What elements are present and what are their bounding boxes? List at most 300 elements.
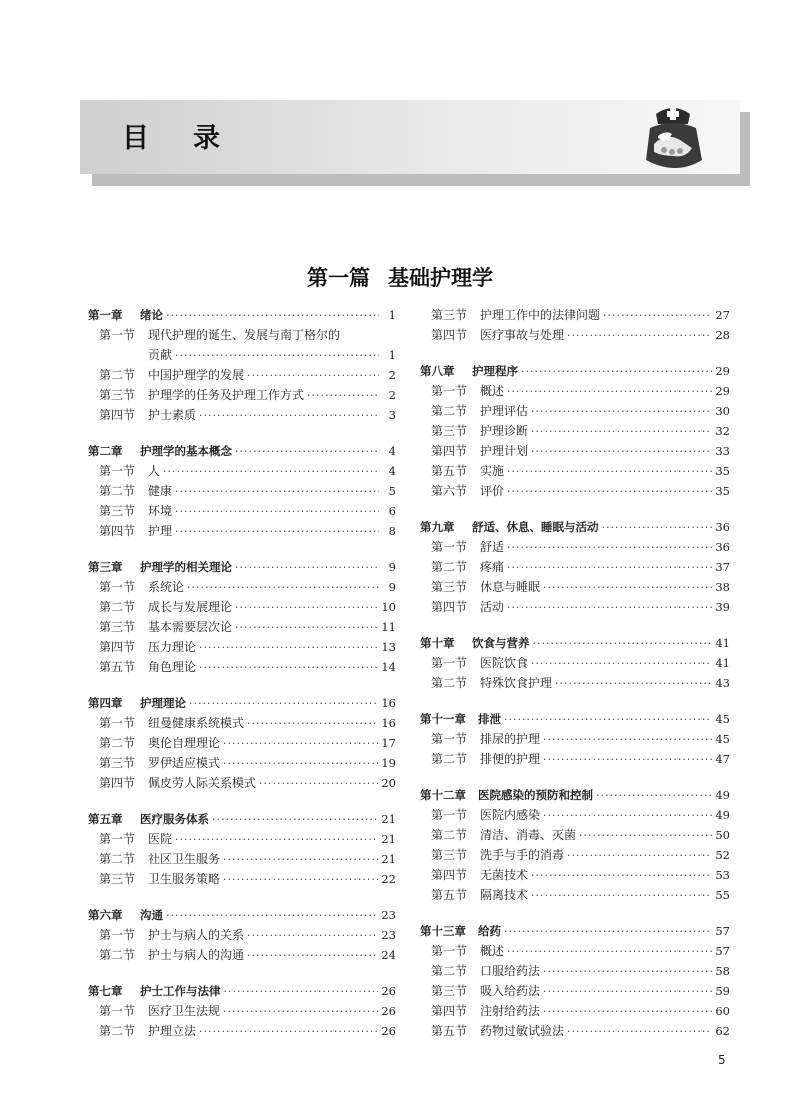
toc-section-entry[interactable] bbox=[88, 1001, 396, 1021]
toc-entry-number: 第五节 bbox=[431, 464, 468, 478]
toc-entry-title: 护理学的基本概念 bbox=[140, 444, 232, 458]
toc-entry-page: 3 bbox=[388, 408, 396, 422]
toc-entry-title: 医院感染的预防和控制 bbox=[478, 788, 593, 802]
toc-entry-title: 评价 bbox=[480, 484, 505, 498]
toc-entry-title: 中国护理学的发展 bbox=[148, 368, 245, 382]
toc-entry-page: 19 bbox=[381, 756, 396, 770]
toc-section-entry[interactable] bbox=[420, 381, 730, 401]
toc-dot-leader bbox=[175, 830, 378, 850]
toc-section-entry[interactable] bbox=[420, 749, 730, 769]
toc-dot-leader bbox=[579, 826, 712, 846]
toc-section-entry[interactable] bbox=[88, 925, 396, 945]
toc-entry-number: 第二节 bbox=[99, 600, 136, 614]
toc-dot-leader bbox=[567, 1022, 712, 1042]
toc-entry-number: 第二节 bbox=[99, 736, 136, 750]
toc-dot-leader bbox=[247, 926, 378, 946]
toc-entry-page: 38 bbox=[715, 580, 730, 594]
toc-entry-page: 20 bbox=[381, 776, 396, 790]
toc-entry-page: 5 bbox=[388, 484, 396, 498]
toc-section-entry[interactable] bbox=[420, 845, 730, 865]
toc-dot-leader bbox=[603, 306, 712, 326]
toc-entry-number: 第四节 bbox=[431, 1004, 468, 1018]
toc-dot-leader bbox=[199, 406, 379, 426]
toc-section-entry[interactable] bbox=[88, 1021, 396, 1041]
toc-section-entry[interactable] bbox=[420, 653, 730, 673]
toc-entry-title: 医院 bbox=[148, 832, 173, 846]
toc-entry-page: 23 bbox=[381, 928, 396, 942]
toc-entry-title: 健康 bbox=[148, 484, 173, 498]
toc-entry-title: 饮食与营养 bbox=[472, 636, 530, 650]
toc-entry-title: 吸入给药法 bbox=[480, 984, 541, 998]
toc-entry-number: 第一节 bbox=[99, 464, 136, 478]
toc-entry-number: 第二节 bbox=[431, 752, 468, 766]
toc-dot-leader bbox=[223, 870, 378, 890]
toc-entry-title: 给药 bbox=[478, 924, 501, 938]
toc-entry-title: 护理理论 bbox=[140, 696, 186, 710]
toc-section-entry[interactable] bbox=[88, 945, 396, 965]
toc-entry-number: 第四节 bbox=[99, 408, 136, 422]
toc-section-entry[interactable] bbox=[88, 501, 396, 521]
toc-dot-leader bbox=[235, 558, 379, 578]
toc-entry-page: 53 bbox=[715, 868, 730, 882]
toc-entry-title: 医疗卫生法规 bbox=[148, 1004, 221, 1018]
toc-gap bbox=[420, 693, 730, 709]
nurse-handshake-icon bbox=[636, 104, 710, 174]
toc-section-entry[interactable] bbox=[420, 461, 730, 481]
toc-entry-number: 第三节 bbox=[431, 424, 468, 438]
toc-entry-page: 2 bbox=[388, 368, 396, 382]
toc-entry-number: 第十章 bbox=[420, 636, 455, 650]
toc-entry-number: 第一章 bbox=[88, 308, 123, 322]
toc-entry-page: 27 bbox=[715, 308, 730, 322]
toc-entry-title: 社区卫生服务 bbox=[148, 852, 221, 866]
toc-entry-page: 58 bbox=[715, 964, 730, 978]
toc-entry-title: 压力理论 bbox=[148, 640, 197, 654]
toc-dot-leader bbox=[531, 886, 712, 906]
toc-chapter-entry[interactable] bbox=[88, 981, 396, 1001]
toc-dot-leader bbox=[596, 786, 712, 806]
toc-entry-number: 第三节 bbox=[431, 848, 468, 862]
toc-entry-number: 第七章 bbox=[88, 984, 123, 998]
toc-gap bbox=[88, 793, 396, 809]
toc-section-entry[interactable] bbox=[420, 537, 730, 557]
toc-entry-number: 第六章 bbox=[88, 908, 123, 922]
toc-entry-number: 第二节 bbox=[431, 404, 468, 418]
toc-entry-title: 排尿的护理 bbox=[480, 732, 541, 746]
toc-section-entry[interactable] bbox=[420, 865, 730, 885]
toc-section-entry[interactable] bbox=[420, 401, 730, 421]
toc-dot-leader bbox=[235, 442, 379, 462]
toc-entry-number: 第三节 bbox=[431, 984, 468, 998]
toc-entry-title: 排便的护理 bbox=[480, 752, 541, 766]
toc-entry-title: 护理评估 bbox=[480, 404, 529, 418]
toc-entry-title: 药物过敏试验法 bbox=[480, 1024, 565, 1038]
toc-entry-title: 护理学的任务及护理工作方式 bbox=[148, 388, 305, 402]
part-label: 第一篇 bbox=[307, 265, 370, 290]
toc-chapter-entry[interactable] bbox=[88, 557, 396, 577]
toc-entry-number: 第五节 bbox=[99, 660, 136, 674]
toc-dot-leader bbox=[175, 502, 379, 522]
toc-section-entry[interactable] bbox=[88, 733, 396, 753]
toc-chapter-entry[interactable] bbox=[88, 809, 396, 829]
toc-dot-leader bbox=[507, 942, 712, 962]
toc-entry-title: 医疗事故与处理 bbox=[480, 328, 565, 342]
toc-entry-title: 护理立法 bbox=[148, 1024, 197, 1038]
toc-gap bbox=[88, 889, 396, 905]
toc-dot-leader bbox=[223, 754, 378, 774]
toc-entry-title: 罗伊适应模式 bbox=[148, 756, 221, 770]
toc-entry-title: 贡献 bbox=[148, 348, 173, 362]
toc-gap bbox=[420, 501, 730, 517]
toc-entry-page: 30 bbox=[715, 404, 730, 418]
toc-entry-title: 医院内感染 bbox=[480, 808, 541, 822]
toc-dot-leader bbox=[247, 714, 378, 734]
toc-entry-page: 36 bbox=[715, 540, 730, 554]
toc-entry-page: 41 bbox=[715, 636, 730, 650]
toc-section-entry[interactable] bbox=[88, 773, 396, 793]
toc-dot-leader bbox=[199, 638, 378, 658]
toc-entry-title: 概述 bbox=[480, 944, 505, 958]
toc-entry-page: 52 bbox=[715, 848, 730, 862]
toc-entry-number: 第一节 bbox=[99, 716, 136, 730]
toc-section-entry[interactable] bbox=[88, 637, 396, 657]
toc-entry-title: 护士工作与法律 bbox=[140, 984, 221, 998]
toc-dot-leader bbox=[567, 326, 712, 346]
toc-entry-page: 41 bbox=[715, 656, 730, 670]
toc-section-entry[interactable] bbox=[420, 805, 730, 825]
toc-entry-number: 第二节 bbox=[99, 948, 136, 962]
toc-dot-leader bbox=[531, 422, 712, 442]
toc-entry-title: 护理工作中的法律问题 bbox=[480, 308, 601, 322]
toc-entry-number: 第五节 bbox=[431, 1024, 468, 1038]
toc-section-entry[interactable] bbox=[88, 617, 396, 637]
toc-dot-leader bbox=[247, 366, 379, 386]
toc-entry-number: 第一节 bbox=[431, 540, 468, 554]
toc-entry-page: 24 bbox=[381, 948, 396, 962]
toc-entry-number: 第十一章 bbox=[420, 712, 466, 726]
toc-gap bbox=[88, 677, 396, 693]
toc-entry-number: 第二节 bbox=[99, 1024, 136, 1038]
toc-section-entry[interactable] bbox=[88, 657, 396, 677]
toc-entry-page: 49 bbox=[715, 808, 730, 822]
toc-entry-title: 舒适 bbox=[480, 540, 505, 554]
toc-dot-leader bbox=[543, 1002, 712, 1022]
toc-entry-page: 43 bbox=[715, 676, 730, 690]
toc-entry-title: 排泄 bbox=[478, 712, 501, 726]
toc-entry-number: 第一节 bbox=[99, 1004, 136, 1018]
toc-entry-title: 人 bbox=[148, 464, 161, 478]
toc-dot-leader bbox=[166, 306, 379, 326]
toc-dot-leader bbox=[531, 442, 712, 462]
toc-chapter-entry[interactable] bbox=[420, 361, 730, 381]
toc-entry-page: 37 bbox=[715, 560, 730, 574]
toc-gap bbox=[88, 541, 396, 557]
toc-chapter-entry[interactable] bbox=[420, 633, 730, 653]
toc-chapter-entry[interactable] bbox=[420, 921, 730, 941]
toc-entry-number: 第四节 bbox=[99, 776, 136, 790]
toc-chapter-entry[interactable] bbox=[420, 517, 730, 537]
toc-section-entry[interactable] bbox=[420, 1001, 730, 1021]
toc-section-entry[interactable] bbox=[420, 673, 730, 693]
toc-entry-page: 10 bbox=[381, 600, 396, 614]
toc-dot-leader bbox=[543, 578, 712, 598]
toc-entry-title: 环境 bbox=[148, 504, 173, 518]
toc-entry-page: 21 bbox=[381, 812, 396, 826]
toc-entry-title: 护士素质 bbox=[148, 408, 197, 422]
toc-section-entry[interactable] bbox=[88, 325, 396, 345]
toc-entry-number: 第一节 bbox=[99, 832, 136, 846]
toc-section-entry[interactable] bbox=[420, 481, 730, 501]
toc-entry-number: 第二章 bbox=[88, 444, 123, 458]
toc-entry-title: 奥伦自理理论 bbox=[148, 736, 221, 750]
toc-entry-title: 舒适、休息、睡眠与活动 bbox=[472, 520, 599, 534]
toc-entry-number: 第五节 bbox=[431, 888, 468, 902]
toc-entry-page: 47 bbox=[715, 752, 730, 766]
toc-entry-title: 护理诊断 bbox=[480, 424, 529, 438]
toc-entry-page: 55 bbox=[715, 888, 730, 902]
toc-entry-number: 第三节 bbox=[431, 580, 468, 594]
toc-entry-page: 16 bbox=[381, 696, 396, 710]
toc-section-entry[interactable] bbox=[420, 941, 730, 961]
toc-dot-leader bbox=[521, 362, 712, 382]
toc-entry-number: 第八章 bbox=[420, 364, 455, 378]
toc-entry-page: 11 bbox=[381, 620, 396, 634]
toc-entry-number: 第三节 bbox=[99, 504, 136, 518]
toc-entry-page: 36 bbox=[715, 520, 730, 534]
toc-entry-title: 系统论 bbox=[148, 580, 185, 594]
toc-entry-title: 护理程序 bbox=[472, 364, 518, 378]
toc-section-entry[interactable] bbox=[88, 405, 396, 425]
toc-dot-leader bbox=[507, 382, 712, 402]
toc-entry-page: 57 bbox=[715, 944, 730, 958]
toc-entry-page: 26 bbox=[381, 1004, 396, 1018]
toc-dot-leader bbox=[175, 522, 379, 542]
toc-dot-leader bbox=[175, 482, 379, 502]
toc-section-entry[interactable] bbox=[88, 365, 396, 385]
toc-dot-leader bbox=[259, 774, 378, 794]
toc-entry-title: 隔离技术 bbox=[480, 888, 529, 902]
toc-dot-leader bbox=[212, 810, 378, 830]
toc-left-column bbox=[88, 305, 396, 1041]
toc-entry-number: 第三章 bbox=[88, 560, 123, 574]
toc-entry-number: 第一节 bbox=[431, 656, 468, 670]
toc-entry-number: 第四节 bbox=[431, 444, 468, 458]
toc-entry-title: 口服给药法 bbox=[480, 964, 541, 978]
toc-entry-number: 第四节 bbox=[431, 600, 468, 614]
toc-dot-leader bbox=[223, 734, 378, 754]
toc-entry-number: 第五章 bbox=[88, 812, 123, 826]
toc-entry-page: 9 bbox=[388, 580, 396, 594]
toc-entry-number: 第一节 bbox=[431, 808, 468, 822]
toc-entry-page: 14 bbox=[381, 660, 396, 674]
page-number: 5 bbox=[718, 1053, 726, 1067]
toc-entry-page: 9 bbox=[388, 560, 396, 574]
toc-entry-page: 26 bbox=[381, 1024, 396, 1038]
toc-entry-page: 49 bbox=[715, 788, 730, 802]
toc-entry-number: 第一节 bbox=[99, 328, 136, 342]
toc-entry-title: 基本需要层次论 bbox=[148, 620, 233, 634]
toc-entry-page: 28 bbox=[715, 328, 730, 342]
toc-entry-number: 第四节 bbox=[99, 640, 136, 654]
toc-entry-page: 16 bbox=[381, 716, 396, 730]
toc-section-entry[interactable] bbox=[420, 825, 730, 845]
toc-entry-number: 第一节 bbox=[431, 944, 468, 958]
toc-entry-number: 第十三章 bbox=[420, 924, 466, 938]
toc-entry-title: 绪论 bbox=[140, 308, 163, 322]
toc-entry-page: 29 bbox=[715, 364, 730, 378]
toc-section-entry[interactable] bbox=[420, 441, 730, 461]
toc-chapter-entry[interactable] bbox=[88, 441, 396, 461]
toc-entry-title: 无菌技术 bbox=[480, 868, 529, 882]
toc-dot-leader bbox=[555, 674, 712, 694]
part-title bbox=[0, 262, 800, 292]
toc-entry-number: 第二节 bbox=[431, 964, 468, 978]
toc-entry-title: 休息与睡眠 bbox=[480, 580, 541, 594]
toc-right-column bbox=[420, 305, 730, 1041]
toc-entry-page: 29 bbox=[715, 384, 730, 398]
toc-entry-page: 39 bbox=[715, 600, 730, 614]
toc-entry-page: 60 bbox=[715, 1004, 730, 1018]
toc-section-entry[interactable] bbox=[88, 481, 396, 501]
toc-dot-leader bbox=[567, 846, 712, 866]
toc-entry-number: 第二节 bbox=[431, 560, 468, 574]
toc-dot-leader bbox=[543, 806, 712, 826]
toc-section-entry[interactable] bbox=[420, 885, 730, 905]
toc-dot-leader bbox=[307, 386, 379, 406]
toc-section-entry[interactable] bbox=[88, 385, 396, 405]
toc-gap bbox=[420, 617, 730, 633]
toc-gap bbox=[420, 345, 730, 361]
toc-dot-leader bbox=[507, 462, 712, 482]
toc-entry-number: 第二节 bbox=[431, 828, 468, 842]
toc-dot-leader bbox=[507, 598, 712, 618]
toc-section-entry[interactable] bbox=[420, 325, 730, 345]
toc-entry-page: 50 bbox=[715, 828, 730, 842]
toc-entry-title: 护士与病人的关系 bbox=[148, 928, 245, 942]
toc-dot-leader bbox=[247, 946, 378, 966]
toc-entry-page: 57 bbox=[715, 924, 730, 938]
toc-chapter-entry[interactable] bbox=[88, 693, 396, 713]
toc-entry-page: 26 bbox=[381, 984, 396, 998]
toc-entry-page: 23 bbox=[381, 908, 396, 922]
toc-dot-leader bbox=[602, 518, 713, 538]
toc-entry-number: 第四节 bbox=[99, 524, 136, 538]
toc-entry-title: 护士与病人的沟通 bbox=[148, 948, 245, 962]
toc-dot-leader bbox=[223, 850, 378, 870]
toc-entry-title: 护理学的相关理论 bbox=[140, 560, 232, 574]
toc-section-entry[interactable] bbox=[88, 753, 396, 773]
toc-entry-page: 17 bbox=[381, 736, 396, 750]
toc-entry-page: 1 bbox=[388, 348, 396, 362]
toc-section-entry[interactable] bbox=[88, 869, 396, 889]
toc-dot-leader bbox=[531, 866, 712, 886]
toc-section-entry[interactable] bbox=[88, 713, 396, 733]
toc-chapter-entry[interactable] bbox=[88, 305, 396, 325]
toc-section-entry[interactable] bbox=[88, 597, 396, 617]
toc-entry-title: 活动 bbox=[480, 600, 505, 614]
toc-dot-leader bbox=[531, 402, 712, 422]
toc-entry-number: 第九章 bbox=[420, 520, 455, 534]
toc-dot-leader bbox=[507, 558, 712, 578]
toc-chapter-entry[interactable] bbox=[88, 905, 396, 925]
toc-entry-page: 4 bbox=[388, 444, 396, 458]
toc-dot-leader bbox=[504, 922, 712, 942]
toc-entry-title: 特殊饮食护理 bbox=[480, 676, 553, 690]
toc-entry-title: 纽曼健康系统模式 bbox=[148, 716, 245, 730]
toc-section-entry[interactable] bbox=[420, 981, 730, 1001]
toc-dot-leader bbox=[533, 634, 713, 654]
toc-entry-number: 第一节 bbox=[431, 384, 468, 398]
page-title: 目录 bbox=[122, 123, 264, 154]
toc-chapter-entry[interactable] bbox=[420, 785, 730, 805]
toc-gap bbox=[88, 425, 396, 441]
toc-section-entry[interactable] bbox=[88, 521, 396, 541]
toc-section-entry[interactable] bbox=[420, 421, 730, 441]
toc-section-entry[interactable] bbox=[420, 729, 730, 749]
toc-gap bbox=[420, 769, 730, 785]
toc-entry-number: 第二节 bbox=[431, 676, 468, 690]
toc-entry-page: 1 bbox=[388, 308, 396, 322]
toc-dot-leader bbox=[199, 1022, 378, 1042]
toc-dot-leader bbox=[166, 906, 378, 926]
toc-entry-number: 第一节 bbox=[431, 732, 468, 746]
toc-entry-title: 实施 bbox=[480, 464, 505, 478]
toc-section-entry[interactable] bbox=[420, 1021, 730, 1041]
toc-entry-title: 成长与发展理论 bbox=[148, 600, 233, 614]
toc-entry-number: 第三节 bbox=[431, 308, 468, 322]
toc-dot-leader bbox=[543, 962, 712, 982]
toc-entry-page: 13 bbox=[381, 640, 396, 654]
toc-entry-title: 沟通 bbox=[140, 908, 163, 922]
toc-entry-page: 59 bbox=[715, 984, 730, 998]
toc-entry-number: 第四节 bbox=[431, 328, 468, 342]
toc-entry-title: 概述 bbox=[480, 384, 505, 398]
toc-dot-leader bbox=[543, 730, 712, 750]
toc-section-entry[interactable] bbox=[420, 577, 730, 597]
toc-entry-number: 第三节 bbox=[99, 620, 136, 634]
toc-section-entry[interactable] bbox=[88, 577, 396, 597]
toc-section-entry[interactable] bbox=[420, 961, 730, 981]
toc-entry-page: 4 bbox=[388, 464, 396, 478]
toc-dot-leader bbox=[235, 618, 378, 638]
toc-section-entry[interactable] bbox=[88, 461, 396, 481]
toc-entry-page: 62 bbox=[715, 1024, 730, 1038]
toc-gap bbox=[88, 965, 396, 981]
toc-entry-number: 第三节 bbox=[99, 388, 136, 402]
toc-entry-page: 22 bbox=[381, 872, 396, 886]
toc-dot-leader bbox=[175, 346, 379, 366]
toc-chapter-entry[interactable] bbox=[420, 709, 730, 729]
toc-dot-leader bbox=[504, 710, 712, 730]
toc-section-entry[interactable] bbox=[420, 305, 730, 325]
toc-section-entry[interactable] bbox=[88, 345, 396, 365]
toc-dot-leader bbox=[224, 982, 379, 1002]
toc-entry-number: 第三节 bbox=[99, 872, 136, 886]
toc-entry-title: 洗手与手的消毒 bbox=[480, 848, 565, 862]
toc-section-entry[interactable] bbox=[420, 557, 730, 577]
toc-dot-leader bbox=[507, 482, 712, 502]
toc-entry-page: 21 bbox=[381, 832, 396, 846]
toc-dot-leader bbox=[531, 654, 712, 674]
toc-section-entry[interactable] bbox=[88, 829, 396, 849]
toc-section-entry[interactable] bbox=[420, 597, 730, 617]
toc-entry-page: 21 bbox=[381, 852, 396, 866]
toc-entry-number: 第一节 bbox=[99, 928, 136, 942]
toc-section-entry[interactable] bbox=[88, 849, 396, 869]
part-name: 基础护理学 bbox=[388, 265, 493, 290]
toc-dot-leader bbox=[187, 578, 379, 598]
toc-entry-page: 33 bbox=[715, 444, 730, 458]
